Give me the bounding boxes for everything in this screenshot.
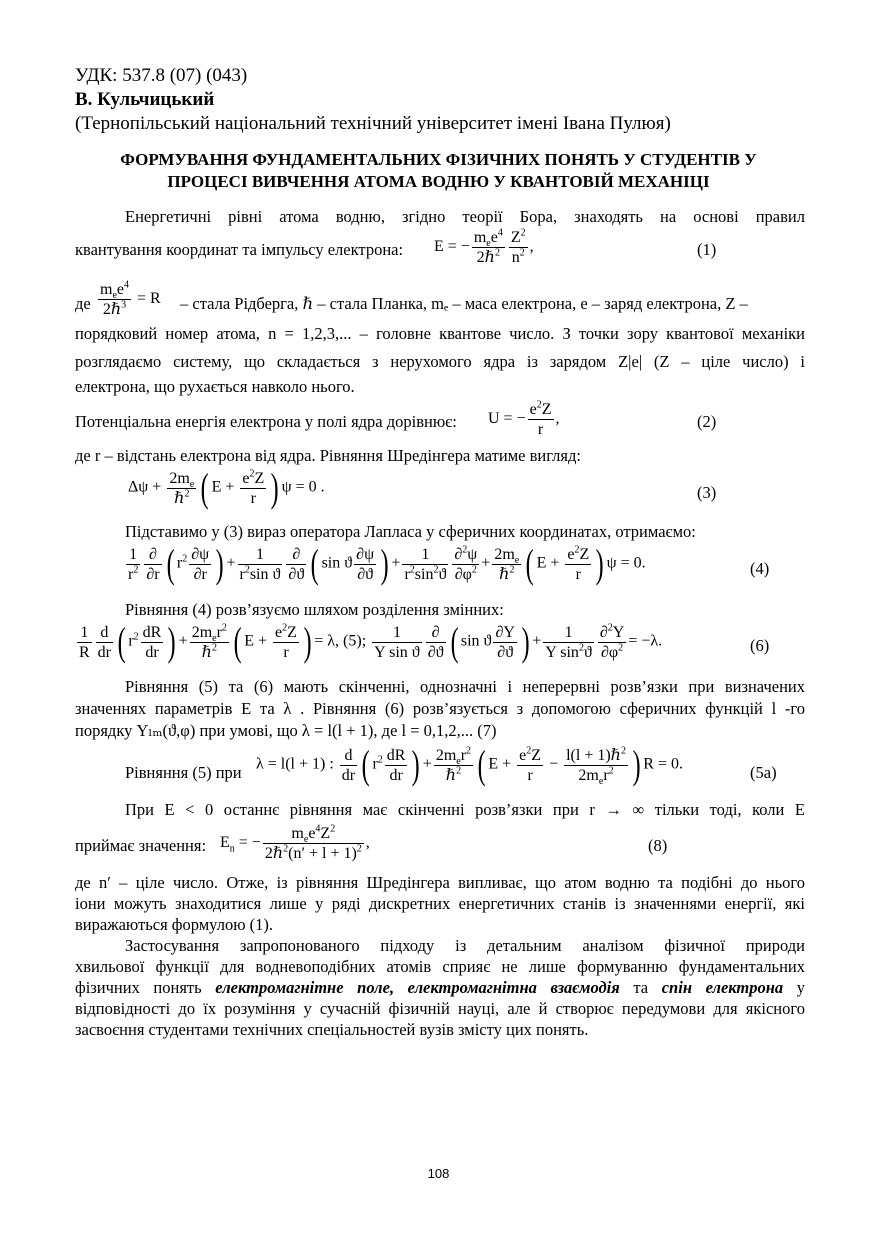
- paragraph-line: При E < 0 останнє рівняння має скінченні розв’язки при r → ∞ тільки тоді, коли E: [125, 800, 805, 819]
- paragraph-line: Енергетичні рівні атома водню, згідно теорії Бора, знаходять на основі правил: [125, 207, 805, 226]
- paragraph-line: відповідності до їх розуміння у сучасній фізичній науці, але й створює передумови для якісного: [75, 999, 805, 1018]
- equation-number: (1): [697, 240, 717, 259]
- paragraph-line: Застосування запропонованого підходу із детальним аналізом фізичної природи: [125, 936, 805, 955]
- paragraph-line: Рівняння (5) та (6) мають скінченні, однозначні і неперервні розв’язки при визначених: [125, 677, 805, 696]
- equation-number: (6): [750, 636, 770, 655]
- paper-title-line-1: ФОРМУВАННЯ ФУНДАМЕНТАЛЬНИХ ФІЗИЧНИХ ПОНЯТЬ У СТУДЕНТІВ У: [120, 150, 757, 169]
- equation-1: E = − $\frac{m_ee^4}{2\hbar^2}$ $\frac{Z^2}{n^2}$ ,: [434, 227, 534, 266]
- author-name: В. Кульчицький: [75, 89, 215, 110]
- paragraph-line: де r – відстань електрона від ядра. Рівняння Шредінгера матиме вигляд:: [75, 446, 581, 465]
- equation-3: Δψ + $\frac{2m_e}{\hbar^2}$ ( E + $\frac{e^2Z}{r}$ ) ψ = 0 .: [128, 465, 325, 510]
- emphasis-term: електромагнітне поле, електромагнітна взаємодія: [215, 978, 620, 997]
- paragraph-line: електрона, що рухається навколо нього.: [75, 377, 355, 396]
- equation-2: U = − $\frac{e^2Z}{r}$ ,: [488, 399, 560, 438]
- paragraph-line: розглядаємо систему, що складається з нерухомого ядра із зарядом Z|e| (Z – ціле число) і: [75, 352, 805, 371]
- paragraph-line: значеннях параметрів E та λ . Рівняння (6) розв’язується з допомогою сферичних функцій l -го: [75, 699, 805, 718]
- emphasis-term: спін електрона: [661, 978, 784, 997]
- equation-number: (3): [697, 483, 717, 502]
- paper-title-line-2: ПРОЦЕСІ ВИВЧЕННЯ АТОМА ВОДНЮ У КВАНТОВІЙ МЕХАНІЦІ: [167, 172, 710, 191]
- paragraph-line: Рівняння (5) при: [125, 763, 242, 782]
- equation-number: (5a): [750, 763, 777, 782]
- paragraph-line: де: [75, 294, 91, 313]
- paragraph-line: іони можуть знаходитися лише у ряді дискретних енергетичних станів із значеннями енергії, які: [75, 894, 805, 913]
- paragraph-line: порядку Yₗₘ(ϑ,φ) при умові, що λ = l(l + 1), де l = 0,1,2,... (7): [75, 721, 497, 740]
- paragraph-line: виражаються формулою (1).: [75, 915, 274, 934]
- paragraph-line: квантування координат та імпульсу електрона:: [75, 240, 404, 259]
- equation-5-6: $\frac{1}{R}$ $\frac{d}{dr}$ ( $r^2$ $\frac{dR}{dr}$ ) + $\frac{2m_er^2}{\hbar^2}$ ( E + $\frac{e^2Z}{r}$ ) = λ, (5); $\frac{1}{\text{Y sin ϑ}}$ $\frac{\partial}{\partial ϑ}$ ( sin ϑ $\frac{\partial Y}{\partial ϑ}$ ) + $\frac{1}{Y \sin^2ϑ}$ $\frac{\partial^2Y}{\partial\varphi^2}$ = −λ.: [79, 619, 663, 664]
- text-run: у: [796, 978, 806, 997]
- equation-8: $E_n$ = − $\frac{m_ee^4Z^2}{2\hbar^2(n' + l + 1)^2}$ ,: [220, 823, 370, 862]
- paragraph-line: приймає значення:: [75, 836, 207, 855]
- equation-5a: λ = l(l + 1) : $\frac{d}{dr}$ ( $r^2$ $\frac{dR}{dr}$ ) + $\frac{2m_er^2}{\hbar^2}$ ( E + $\frac{e^2Z}{r}$ − $\frac{l(l + 1)\hbar^2}{2m_er^2}$ ) R = 0.: [256, 742, 683, 787]
- paragraph-line: де n′ – ціле число. Отже, із рівняння Шредінгера випливає, що атом водню та подібні до нього: [75, 873, 805, 892]
- page-number: 108: [427, 1166, 450, 1181]
- affiliation: (Тернопільський національний технічний університет імені Івана Пулюя): [75, 113, 671, 134]
- paragraph-line: Підставимо у (3) вираз оператора Лапласа у сферичних координатах, отримаємо:: [125, 522, 696, 541]
- paragraph-line: засвоєння студентами технічних спеціальностей вузів змісту цих понять.: [75, 1020, 589, 1039]
- udk-code: УДК: 537.8 (07) (043): [75, 65, 248, 86]
- equation-number: (8): [648, 836, 668, 855]
- paragraph-line: хвильової функції для водневоподібних атомів сприяє не лише формуванню фундаментальних: [75, 957, 805, 976]
- paragraph-line: [75, 978, 805, 998]
- paragraph-line: – стала Рідберга, ℏ – стала Планка, mₑ – маса електрона, e – заряд електрона, Z –: [180, 294, 748, 313]
- paragraph-line: порядковий номер атома, n = 1,2,3,... – головне квантове число. З точки зору квантової механіки: [75, 324, 805, 343]
- paragraph-line: Рівняння (4) розв’язуємо шляхом розділення змінних:: [125, 600, 504, 619]
- equation-number: (2): [697, 412, 717, 431]
- equation-4: $\frac{1}{r^2}$ $\frac{\partial}{\partial r}$ ( $r^2$ $\frac{\partial\psi}{\partial r}$ ) + $\frac{1}{r^2\sin ϑ}$ $\frac{\partial}{\partial ϑ}$ ( sin ϑ $\frac{\partial\psi}{\partial ϑ}$ ) + $\frac{1}{r^2\sin^2ϑ}$ $\frac{\partial^2\psi}{\partial\varphi^2}$ + $\frac{2m_e}{\hbar^2}$ ( E + $\frac{e^2Z}{r}$ ) ψ = 0.: [128, 541, 646, 586]
- text-run: фізичних понять: [75, 978, 202, 997]
- paragraph-line: Потенціальна енергія електрона у полі ядра дорівнює:: [75, 412, 457, 431]
- equation-number: (4): [750, 559, 770, 578]
- rydberg-formula: $\frac{m_ee^4}{2\hbar^3}$ = R: [100, 279, 161, 318]
- text-run: та: [633, 978, 649, 997]
